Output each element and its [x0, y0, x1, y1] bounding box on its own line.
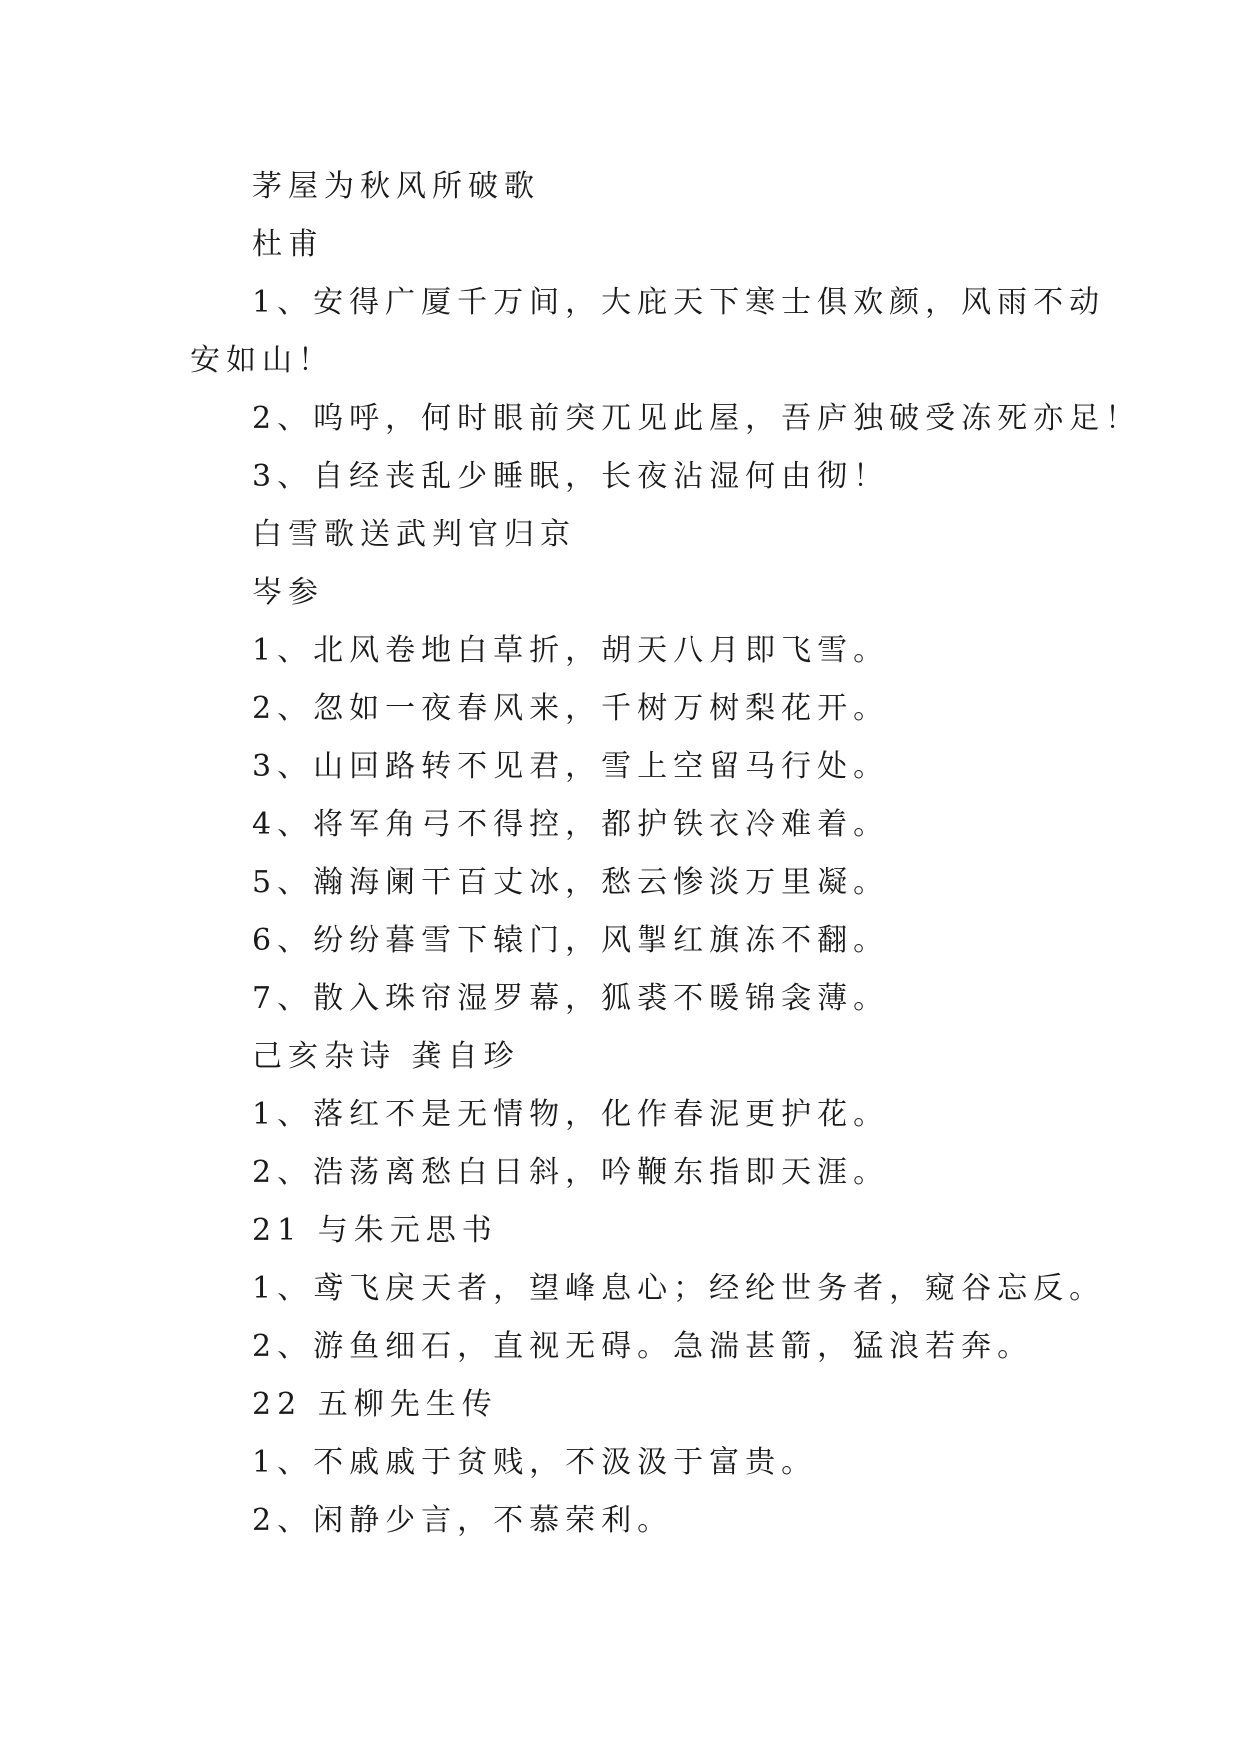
verse-line: 7、散入珠帘湿罗幕，狐裘不暖锦衾薄。: [252, 981, 890, 1016]
verse-line: 2、呜呼，何时眼前突兀见此屋，吾庐独破受冻死亦足！: [252, 401, 1142, 436]
verse-line: 1、安得广厦千万间，大庇天下寒士俱欢颜，风雨不动: [252, 285, 1106, 320]
verse-line: 2、忽如一夜春风来，千树万树梨花开。: [252, 691, 890, 726]
verse-line: 3、自经丧乱少睡眠，长夜沾湿何由彻！: [252, 459, 890, 494]
verse-line: 2、闲静少言，不慕荣利。: [252, 1503, 674, 1538]
verse-line: 1、北风卷地白草折，胡天八月即飞雪。: [252, 633, 890, 668]
verse-line-continuation: 安如山！: [190, 343, 334, 378]
verse-line: 3、山回路转不见君，雪上空留马行处。: [252, 749, 890, 784]
verse-line: 2、浩荡离愁白日斜，吟鞭东指即天涯。: [252, 1155, 890, 1190]
poem-author: 杜甫: [252, 227, 324, 262]
verse-line: 1、落红不是无情物，化作春泥更护花。: [252, 1097, 890, 1132]
verse-line: 5、瀚海阑干百丈冰，愁云惨淡万里凝。: [252, 865, 890, 900]
document-body: [190, 158, 1142, 1550]
poem-title: 白雪歌送武判官归京: [252, 517, 576, 552]
verse-line: 1、不戚戚于贫贱，不汲汲于富贵。: [252, 1445, 818, 1480]
poem-title: 己亥杂诗 龚自珍: [252, 1039, 520, 1074]
section-title: 21 与朱元思书: [252, 1213, 498, 1248]
poem-title: 茅屋为秋风所破歌: [252, 169, 540, 204]
verse-line: 1、鸢飞戾天者，望峰息心；经纶世务者，窥谷忘反。: [252, 1271, 1106, 1306]
section-title: 22 五柳先生传: [252, 1387, 498, 1422]
poem-author: 岑参: [252, 575, 324, 610]
verse-line: 4、将军角弓不得控，都护铁衣冷难着。: [252, 807, 890, 842]
verse-line: 6、纷纷暮雪下辕门，风掣红旗冻不翻。: [252, 923, 890, 958]
verse-line: 2、游鱼细石，直视无碍。急湍甚箭，猛浪若奔。: [252, 1329, 1034, 1364]
